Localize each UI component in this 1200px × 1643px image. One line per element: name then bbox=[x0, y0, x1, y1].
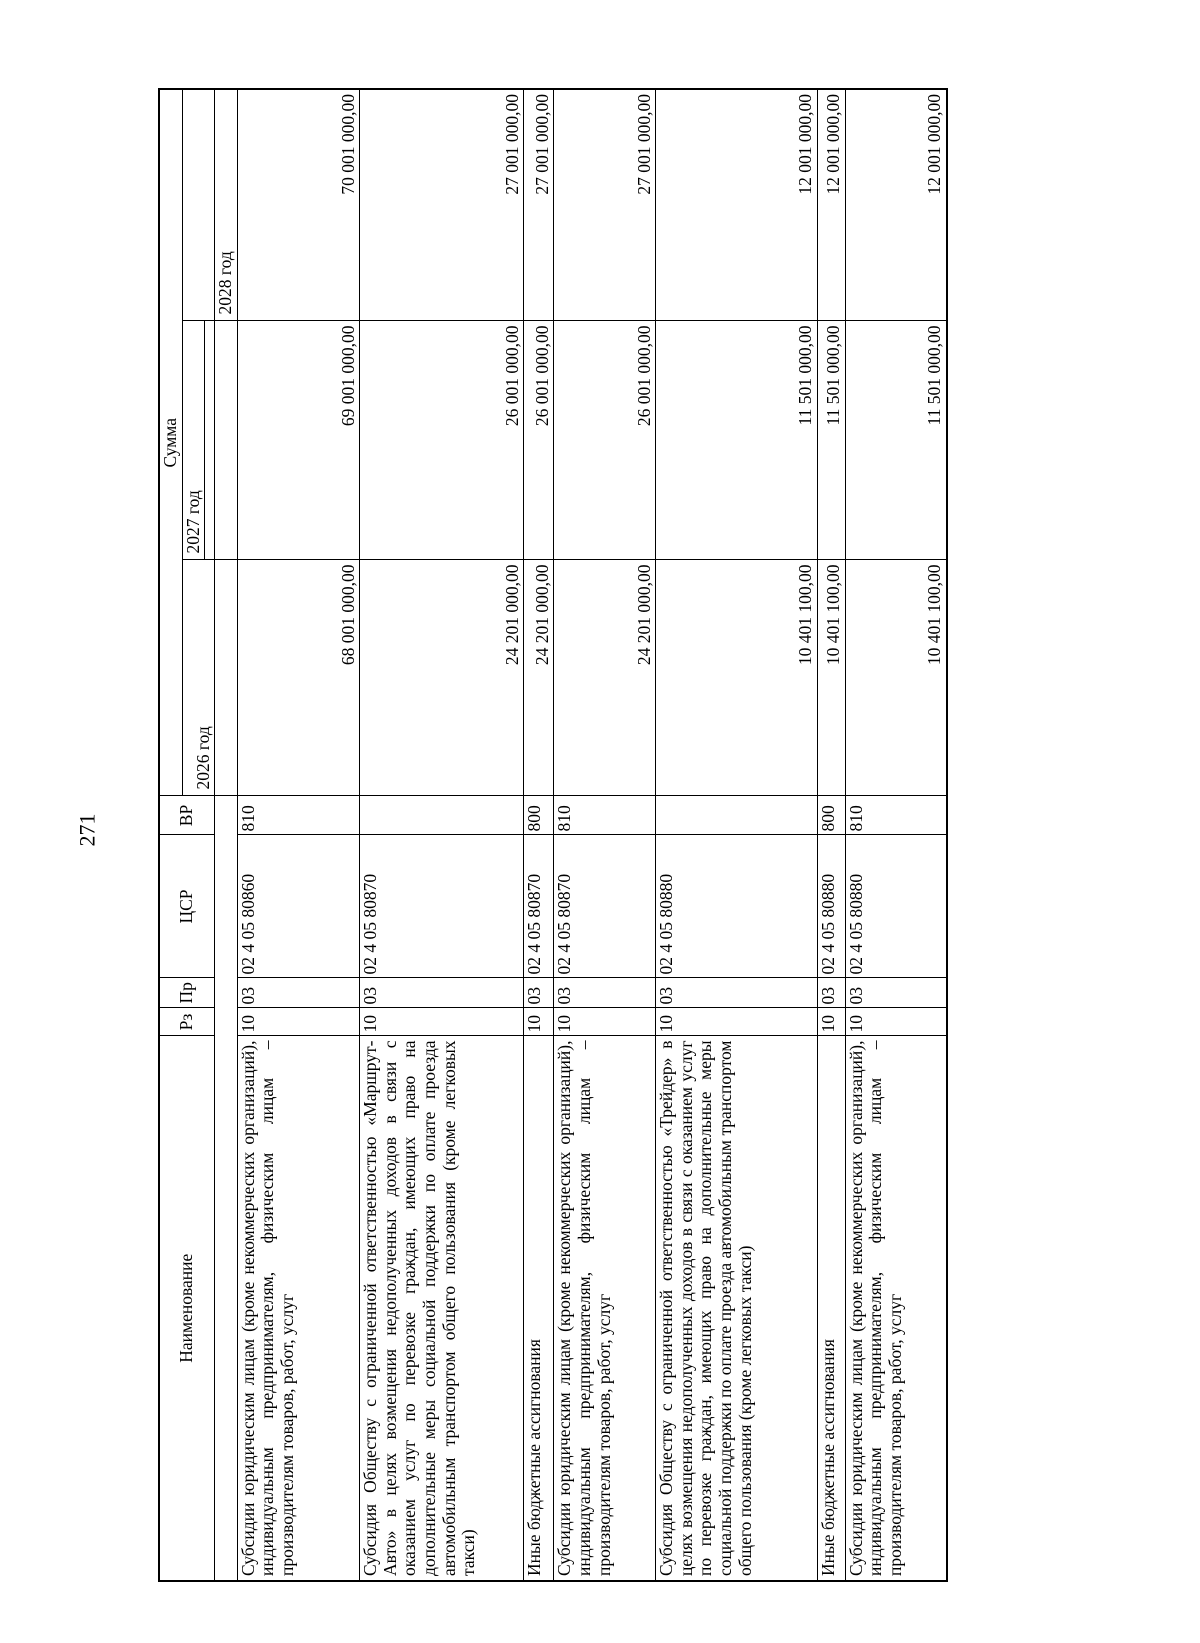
row-pr-cell: 03 bbox=[360, 978, 524, 1008]
table-row bbox=[360, 89, 524, 1581]
row-amount-2027: 26 001 000,00 bbox=[360, 321, 524, 560]
row-name-cell: Субсидии юридическим лицам (кроме некоммерческих организаций), индивидуальным предпринимателям, физическим лицам – производителям товаров, работ, услуг bbox=[554, 1036, 656, 1581]
row-csr-cell: 02 4 05 80880 bbox=[656, 835, 818, 978]
row-pr-cell: 03 bbox=[845, 978, 947, 1008]
row-rz-cell: 10 bbox=[817, 1008, 845, 1036]
header-csr: ЦСР bbox=[159, 835, 215, 978]
header-rz: Рз bbox=[159, 1008, 215, 1036]
row-rz-cell: 10 bbox=[554, 1008, 656, 1036]
row-name-cell: Субсидии юридическим лицам (кроме некоммерческих организаций), индивидуальным предпринимателям, физическим лицам – производителям товаров, работ, услуг bbox=[237, 1036, 360, 1581]
row-amount-2028: 12 001 000,00 bbox=[656, 89, 818, 321]
row-amount-2026: 24 201 000,00 bbox=[524, 560, 554, 796]
row-pr-cell: 03 bbox=[524, 978, 554, 1008]
row-name-cell: Иные бюджетные ассигнования bbox=[817, 1036, 845, 1581]
row-name-cell: Субсидия Обществу с ограниченной ответственностью «Трейдер» в целях возмещения недополученных доходов в связи с оказанием услуг по перевозке граждан, имеющих право на дополнительные меры социальной поддержки по оплате проезда автомобильным транспортом общего пользования (кроме легковых такси) bbox=[656, 1036, 818, 1581]
row-rz-cell: 10 bbox=[237, 1008, 360, 1036]
row-amount-2027: 11 501 000,00 bbox=[845, 321, 947, 560]
table-header bbox=[159, 89, 237, 1581]
row-amount-2026: 10 401 100,00 bbox=[845, 560, 947, 796]
row-rz-cell: 10 bbox=[524, 1008, 554, 1036]
row-vr-cell: 800 bbox=[524, 796, 554, 835]
table-row bbox=[817, 89, 845, 1581]
row-amount-2027: 26 001 000,00 bbox=[524, 321, 554, 560]
header-name: Наименование bbox=[159, 1036, 215, 1581]
header-year-2028-blank bbox=[182, 89, 215, 321]
row-amount-2027: 11 501 000,00 bbox=[817, 321, 845, 560]
row-amount-2028: 27 001 000,00 bbox=[360, 89, 524, 321]
row-vr-cell bbox=[656, 796, 818, 835]
header-sum: Сумма bbox=[159, 89, 182, 796]
row-name-cell: Иные бюджетные ассигнования bbox=[524, 1036, 554, 1581]
row-pr-cell: 03 bbox=[554, 978, 656, 1008]
row-rz-cell: 10 bbox=[845, 1008, 947, 1036]
row-csr-cell: 02 4 05 80870 bbox=[360, 835, 524, 978]
row-amount-2027: 69 001 000,00 bbox=[237, 321, 360, 560]
row-amount-2026: 10 401 100,00 bbox=[817, 560, 845, 796]
header-year-2027: 2027 год bbox=[182, 321, 205, 560]
row-name-cell: Субсидии юридическим лицам (кроме некоммерческих организаций), индивидуальным предпринимателям, физическим лицам – производителям товаров, работ, услуг bbox=[845, 1036, 947, 1581]
row-name-cell: Субсидия Обществу с ограниченной ответственностью «Маршрут-Авто» в целях возмещения недополученных доходов в связи с оказанием услуг по перевозке граждан, имеющих право на дополнительные меры социальной поддержки по оплате проезда автомобильным транспортом общего пользования (кроме легковых такси) bbox=[360, 1036, 524, 1581]
row-pr-cell: 03 bbox=[237, 978, 360, 1008]
page-number-text: 271 bbox=[74, 813, 99, 847]
header-year-2026: 2026 год bbox=[182, 560, 215, 796]
row-amount-2026: 24 201 000,00 bbox=[360, 560, 524, 796]
table-body bbox=[237, 89, 947, 1581]
table-row bbox=[845, 89, 947, 1581]
row-vr-cell: 810 bbox=[554, 796, 656, 835]
row-csr-cell: 02 4 05 80870 bbox=[524, 835, 554, 978]
row-amount-2026: 10 401 100,00 bbox=[656, 560, 818, 796]
header-year-2028: 2028 год bbox=[215, 89, 238, 321]
table-row bbox=[237, 89, 360, 1581]
page-number bbox=[62, 800, 112, 860]
row-vr-cell: 800 bbox=[817, 796, 845, 835]
row-pr-cell: 03 bbox=[656, 978, 818, 1008]
header-pr: Пр bbox=[159, 978, 215, 1008]
row-amount-2026: 68 001 000,00 bbox=[237, 560, 360, 796]
table-row bbox=[554, 89, 656, 1581]
row-amount-2028: 12 001 000,00 bbox=[845, 89, 947, 321]
header-year-2027-blank bbox=[205, 321, 215, 560]
row-amount-2028: 70 001 000,00 bbox=[237, 89, 360, 321]
budget-table bbox=[158, 88, 948, 1582]
row-pr-cell: 03 bbox=[817, 978, 845, 1008]
row-amount-2028: 12 001 000,00 bbox=[817, 89, 845, 321]
row-vr-cell: 810 bbox=[845, 796, 947, 835]
table-row bbox=[524, 89, 554, 1581]
header-spacer-2026 bbox=[215, 560, 238, 796]
header-spacer-2027 bbox=[215, 321, 238, 560]
row-csr-cell: 02 4 05 80880 bbox=[845, 835, 947, 978]
row-vr-cell bbox=[360, 796, 524, 835]
row-csr-cell: 02 4 05 80880 bbox=[817, 835, 845, 978]
budget-table-container bbox=[158, 90, 948, 1582]
header-vr: ВР bbox=[159, 796, 215, 835]
row-amount-2027: 11 501 000,00 bbox=[656, 321, 818, 560]
row-rz-cell: 10 bbox=[360, 1008, 524, 1036]
row-csr-cell: 02 4 05 80860 bbox=[237, 835, 360, 978]
row-vr-cell: 810 bbox=[237, 796, 360, 835]
row-amount-2028: 27 001 000,00 bbox=[554, 89, 656, 321]
table-row bbox=[656, 89, 818, 1581]
row-amount-2026: 24 201 000,00 bbox=[554, 560, 656, 796]
row-csr-cell: 02 4 05 80870 bbox=[554, 835, 656, 978]
row-amount-2027: 26 001 000,00 bbox=[554, 321, 656, 560]
header-spacer bbox=[215, 796, 238, 1581]
row-rz-cell: 10 bbox=[656, 1008, 818, 1036]
row-amount-2028: 27 001 000,00 bbox=[524, 89, 554, 321]
